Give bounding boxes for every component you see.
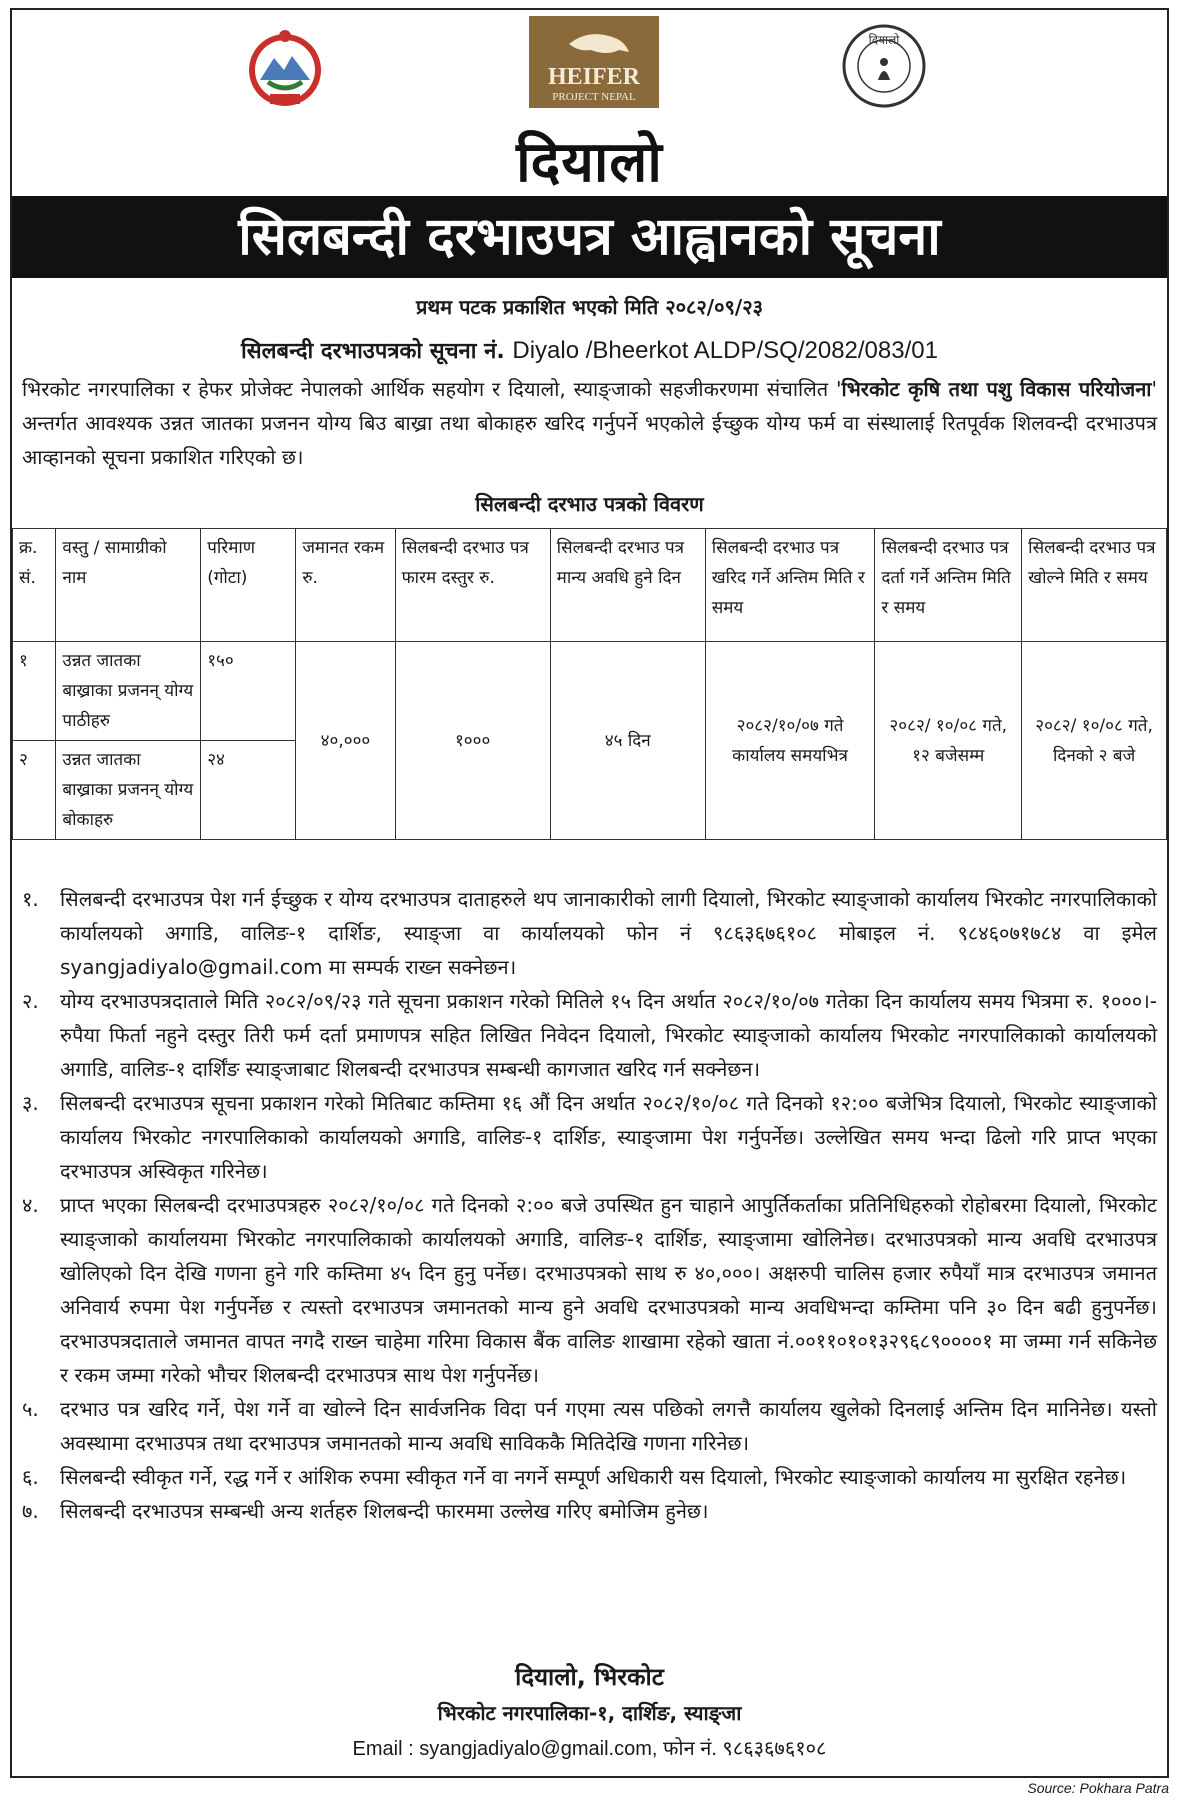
table-header-row [13,529,1167,642]
heifer-logo-main-text: HEIFER [547,64,641,90]
form-fee-cell: १००० [395,642,550,840]
header-qty: परिमाण (गोटा) [201,529,296,642]
row-qty: १५० [201,642,296,741]
term-number: १. [22,887,39,911]
bid-details-table [12,528,1167,840]
intro-part1: भिरकोट नगरपालिका र हेफर प्रोजेक्ट नेपालको आर्थिक सहयोग र दियालो, स्याङ्जाको सहजीकरणमा संचालित ' [22,377,842,401]
term-text: सिलबन्दी स्वीकृत गर्ने, रद्ध गर्ने र आंशिक रुपमा स्वीकृत गर्ने वा नगर्ने सम्पूर्ण अधिकारी यस दियालो, भिरकोट स्याङ्जाको कार्यालय मा सुरक्षित रहनेछ। [60,1465,1127,1489]
submission-deadline-cell: २०८२/ १०/०८ गते, १२ बजेसम्म [875,642,1022,840]
intro-part2: ' अन्तर्गत आवश्यक उन्नत जातका प्रजनन योग्य बिउ बाख्रा तथा बोकाहरु खरिद गर्नुपर्ने भएकोले ईच्छुक योग्य फर्म वा संस्थालाई रितपूर्वक शिलवन्दी दरभाउपत्र आव्हानको सूचना प्रकाशित गरिएको छ। [22,377,1157,469]
deposit-cell: ४०,००० [296,642,395,840]
list-item [22,1188,1157,1392]
term-number: ६. [22,1465,39,1489]
page-title: दियालो [516,130,663,195]
diyalo-seal-icon [840,22,928,110]
header-sn: क्र. सं. [13,529,56,642]
header-item: वस्तु / सामाग्रीको नाम [56,529,201,642]
list-item [22,1392,1157,1460]
list-item [22,1494,1157,1528]
notice-number [12,335,1167,365]
list-item [22,1460,1157,1494]
term-text: सिलबन्दी दरभाउपत्र सूचना प्रकाशन गरेको मितिबाट कम्तिमा १६ औं दिन अर्थात २०८२/१०/०८ गते दिनको १२:०० बजेभित्र दियालो, भिरकोट स्याङ्जाको कार्यालय भिरकोट नगरपालिकाको कार्यालयको अगाडि, वालिङ-१ दार्शिङ, स्याङ्जामा पेश गर्नुपर्नेछ। उल्लेखित समय भन्दा ढिलो गरि प्राप्त भएका दरभाउपत्र अस्विकृत गरिनेछ। [60,1091,1157,1183]
term-text: दरभाउ पत्र खरिद गर्ने, पेश गर्ने वा खोल्ने दिन सार्वजनिक विदा पर्न गएमा त्यस पछिको लगत्तै कार्यालय खुलेको दिनलाई अन्तिम दिन मानिनेछ। यस्तो अवस्थामा दरभाउपत्र तथा दरभाउपत्र जमानतको मान्य अवधि साविककै मितिदेखि गणना गरिनेछ। [60,1397,1157,1455]
notice-banner: सिलबन्दी दरभाउपत्र आह्वानको सूचना [12,196,1167,278]
signature-block [12,1660,1167,1761]
row-sn: १ [13,642,56,741]
list-item [22,882,1157,984]
term-number: २. [22,989,39,1013]
notice-number-label: सिलबन्दी दरभाउपत्रको सूचना नं. [241,339,505,364]
opening-cell: २०८२/ १०/०८ गते, दिनको २ बजे [1022,642,1167,840]
header-form-fee: सिलबन्दी दरभाउ पत्र फारम दस्तुर रु. [395,529,550,642]
validity-cell: ४५ दिन [550,642,705,840]
header-validity: सिलबन्दी दरभाउ पत्र मान्य अवधि हुने दिन [550,529,705,642]
signature-org: दियालो, भिरकोट [515,1663,664,1691]
header-purchase-deadline: सिलबन्दी दरभाउ पत्र खरिद गर्ने अन्तिम मिति र समय [705,529,875,642]
diyalo-seal-text: दियालो [868,33,900,47]
term-text: सिलबन्दी दरभाउपत्र पेश गर्न ईच्छुक र योग्य दरभाउपत्र दाताहरुले थप जानाकारीको लागी दियालो, भिरकोट स्याङ्जाको कार्यालय भिरकोट नगरपालिकाको कार्यालयको अगाडि, वालिङ-१ दार्शिङ, स्याङ्जा वा कार्यालयको फोन नं ९८६३६७६१०८ मोबाइल नं. ९८४६०७१७८४ वा इमेल syangjadiyalo@gmail.com मा सम्पर्क राख्न सक्नेछन। [60,887,1157,979]
source-credit: Source: Pokhara Patra [1027,1780,1169,1796]
row-sn: २ [13,741,56,840]
nepal-government-emblem-icon [240,22,330,112]
term-number: ४. [22,1193,39,1217]
notice-page [10,8,1169,1778]
term-text: योग्य दरभाउपत्रदाताले मिति २०८२/०९/२३ गते सूचना प्रकाशन गरेको मितिले १५ दिन अर्थात २०८२/१०/०७ गतेका दिन कार्यालय समय भित्रमा रु. १०००।- रुपैया फिर्ता नहुने दस्तुर तिरी फर्म दर्ता प्रमाणपत्र सहित लिखित निवेदन दियालो, भिरकोट स्याङ्जाको कार्यालय भिरकोट नगरपालिकाको कार्यालयको अगाडि, वालिङ-१ दार्शिंङ स्याङ्जाबाट शिलबन्दी दरभाउपत्र सम्बन्धी कागजात खरिद गर्न सक्नेछन। [60,989,1157,1081]
header-deposit: जमानत रकम रु. [296,529,395,642]
intro-project-name: भिरकोट कृषि तथा पशु विकास परियोजना [841,377,1152,401]
term-text: प्राप्त भएका सिलबन्दी दरभाउपत्रहरु २०८२/१०/०८ गते दिनको २:०० बजे उपस्थित हुन चाहाने आपुर्तिकर्ताका प्रतिनिधिहरुको रोहोबरमा दियालो, भिरकोट स्याङ्जाको कार्यालयमा भिरकोट नगरपालिकाको कार्यालयको अगाडि, वालिङ-१ दार्शिङ, स्याङ्जामा खोलिनेछ। दरभाउपत्रको मान्य अवधि दरभाउपत्र खोलिएको दिन देखि गणना हुने गरि कम्तिमा ४५ दिन हुनु पर्नेछ। दरभाउपत्रको साथ रु ४०,०००। अक्षरुपी चालिस हजार रुपैयाँ मात्र दरभाउपत्र जमानत अनिवार्य रुपमा पेश गर्नुपर्नेछ र त्यस्तो दरभाउपत्र जमानतको मान्य हुने अवधि दरभाउपत्रको मान्य अवधिभन्दा कम्तिमा पनि ३० दिन बढी हुनुपर्नेछ। दरभाउपत्रदाताले जमानत वापत नगदै राख्न चाहेमा गरिमा विकास बैंक वालिङ शाखामा रहेको खाता नं.००११०१०१३२९६८९००००१ मा जम्मा गर्न सकिनेछ र रकम जम्मा गरेको भौचर शिलबन्दी दरभाउपत्र साथ पेश गर्नुपर्नेछ। [60,1193,1157,1387]
heifer-logo-sub-text: PROJECT NEPAL [552,91,636,103]
publication-date: प्रथम पटक प्रकाशित भएको मिति २०८२/०९/२३ [415,295,764,319]
header-opening: सिलबन्दी दरभाउ पत्र खोल्ने मिति र समय [1022,529,1167,642]
term-number: ७. [22,1499,39,1523]
heifer-logo [529,16,659,108]
signature-contact: Email : syangjadiyalo@gmail.com, फोन नं. ९८६३६७६१०८ [352,1738,827,1760]
row-item: उन्नत जातका बाख्राका प्रजनन् योग्य पाठीहरु [56,642,201,741]
purchase-deadline-cell: २०८२/१०/०७ गते कार्यालय समयभित्र [705,642,875,840]
list-item [22,1086,1157,1188]
header-submission-deadline: सिलबन्दी दरभाउ पत्र दर्ता गर्ने अन्तिम मिति र समय [875,529,1022,642]
table-title: सिलबन्दी दरभाउ पत्रको विवरण [475,492,704,516]
notice-number-value: Diyalo /Bheerkot ALDP/SQ/2082/083/01 [512,337,938,364]
row-qty: २४ [201,741,296,840]
term-number: ३. [22,1091,39,1115]
signature-address: भिरकोट नगरपालिका-१, दार्शिङ, स्याङ्जा [437,1701,742,1725]
intro-paragraph [22,372,1157,474]
list-item [22,984,1157,1086]
term-number: ५. [22,1397,39,1421]
term-text: सिलबन्दी दरभाउपत्र सम्बन्धी अन्य शर्तहरु शिलबन्दी फारममा उल्लेख गरिए बमोजिम हुनेछ। [60,1499,709,1523]
row-item: उन्नत जातका बाख्राका प्रजनन् योग्य बोकाहरु [56,741,201,840]
terms-list [22,882,1157,1528]
table-row [13,642,1167,741]
logo-row [12,14,1167,114]
